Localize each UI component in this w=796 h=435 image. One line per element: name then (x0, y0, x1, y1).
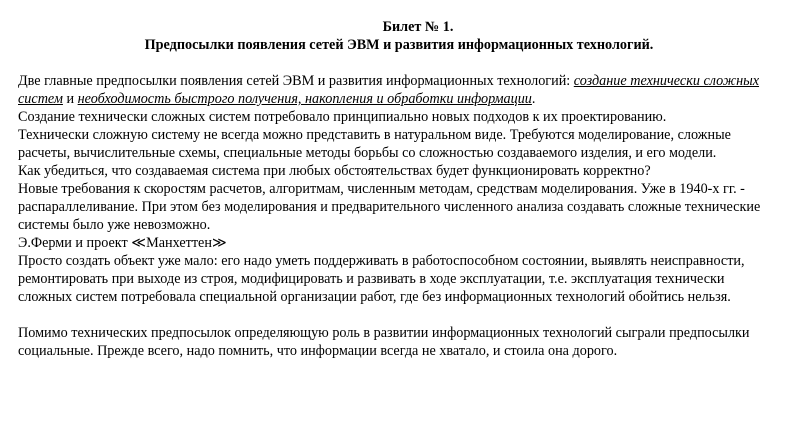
ticket-title: Билет № 1. (382, 19, 454, 35)
spacer (18, 54, 780, 72)
paragraph-lead: Две главные предпосылки появления сетей ЭВМ и развития информационных технологий: (18, 73, 574, 89)
paragraph-new-approaches: Создание технически сложных систем потребовало принципиально новых подходов к их проектированию. (18, 109, 667, 125)
blank-line (18, 306, 780, 324)
paragraph-fermi: Э.Ферми и проект ≪Манхеттен≫ (18, 235, 227, 251)
ticket-subtitle: Предпосылки появления сетей ЭВМ и развития информационных технологий. (144, 37, 654, 53)
paragraph-maintenance: Просто создать объект уже мало: его надо уметь поддерживать в работоспособном состоянии, выявлять неисправности, ремонтировать при выходе из строя, модифицировать и развивать в ходе эксплуатации, т.е. эксплуатация технически сложных систем потребовала специальной организации работ, где без информационных технологий обойтись нельзя. (18, 253, 745, 305)
paragraph-conjunction: и (62, 91, 78, 107)
paragraph-main-prerequisites (18, 72, 780, 108)
paragraph-new-requirements: Новые требования к скоростям расчетов, алгоритмам, численным методам, средствам моделирования. Уже в 1940-х гг. - распараллеливание. При этом без моделирования и предварительного численного анализа создавать сложные технические системы было уже невозможно. (18, 181, 761, 233)
document-page (18, 18, 780, 360)
paragraph-tail: . (531, 91, 536, 107)
emphasis-complex-systems: создание технически сложных систем (18, 73, 760, 107)
paragraph-modeling: Технически сложную систему не всегда можно представить в натуральном виде. Требуются моделирование, сложные расчеты, вычислительные схемы, специальные методы борьбы со сложностью создаваемого изделия, и его модели. (18, 127, 731, 161)
paragraph-question: Как убедиться, что создаваемая система при любых обстоятельствах будет функционировать корректно? (18, 163, 651, 179)
paragraph-social-prerequisites: Помимо технических предпосылок определяющую роль в развитии информационных технологий сыграли предпосылки социальные. Прежде всего, надо помнить, что информации всегда не хватало, и стоила она дорого. (18, 325, 750, 359)
emphasis-information-processing: необходимость быстрого получения, накопления и обработки информации (77, 91, 532, 107)
